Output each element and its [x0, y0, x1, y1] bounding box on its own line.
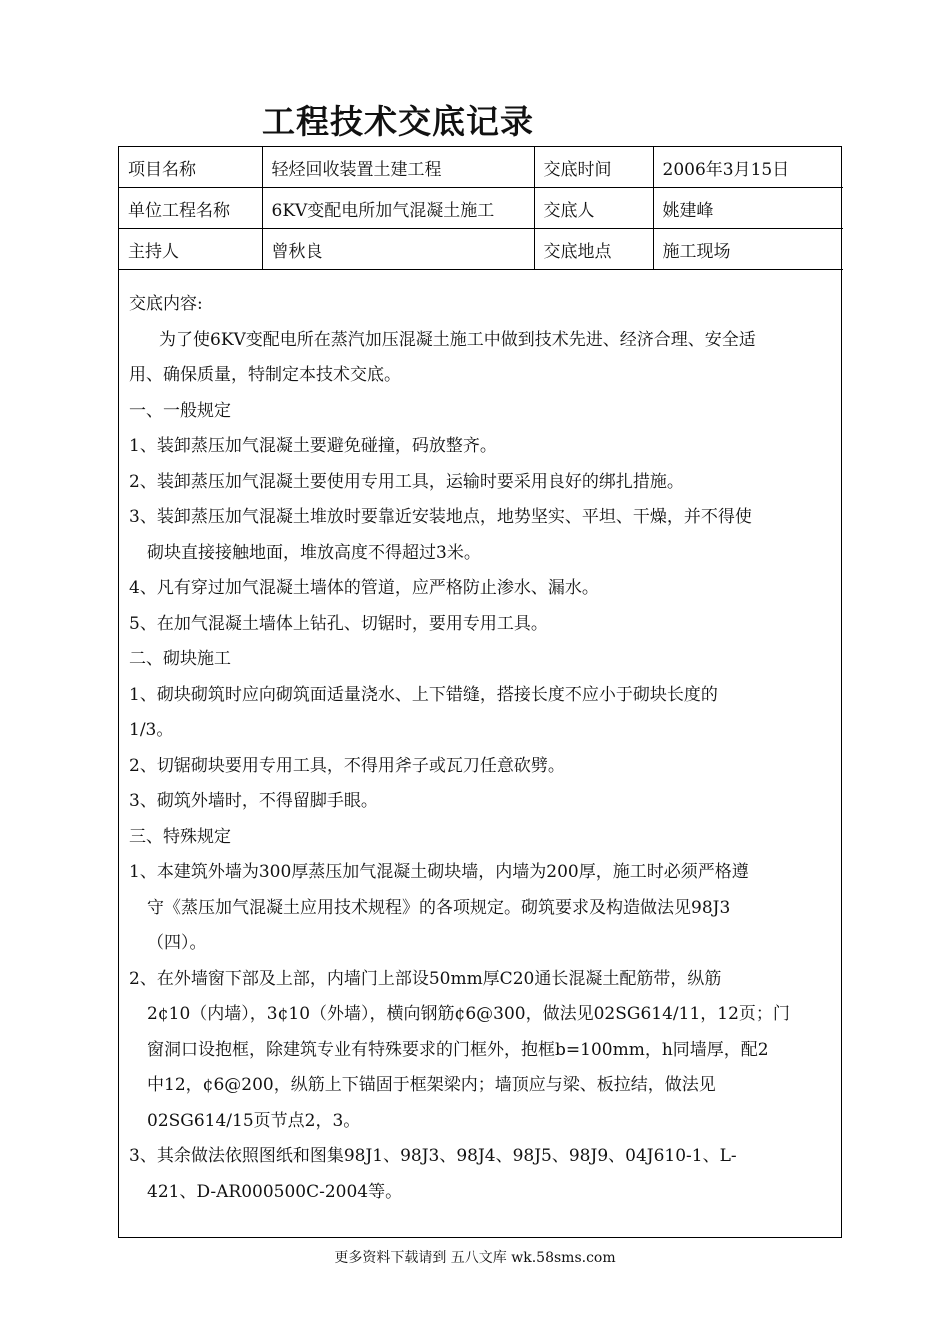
content-line: 2、装卸蒸压加气混凝土要使用专用工具，运输时要采用良好的绑扎措施。 [129, 471, 684, 492]
content-line: 1、砌块砌筑时应向砌筑面适量浇水、上下错缝，搭接长度不应小于砌块长度的 [129, 684, 718, 705]
content-line: （四）。 [147, 933, 207, 953]
content-line: 4、凡有穿过加气混凝土墙体的管道，应严格防止渗水、漏水。 [129, 578, 599, 598]
content-heading: 交底内容: [129, 294, 203, 314]
content-lines [129, 323, 833, 1211]
content-line: 守《蒸压加气混凝土应用技术规程》的各项规定。砌筑要求及构造做法见98J3 [147, 897, 731, 918]
content-line: 中12，¢6@200，纵筋上下锚固于框架梁内；墙顶应与梁、板拉结，做法见 [147, 1075, 716, 1095]
content-line: 2¢10（内墙），3¢10（外墙），横向钢筋¢6@300，做法见02SG614/11，12页；门 [147, 1004, 790, 1024]
content-line: 三、特殊规定 [129, 826, 231, 847]
content-line: 砌块直接接触地面，堆放高度不得超过3米。 [147, 542, 481, 563]
content-line: 用、确保质量，特制定本技术交底。 [129, 365, 401, 385]
content-line: 1/3。 [129, 720, 174, 740]
project-name-value: 轻烃回收装置土建工程 [262, 147, 534, 188]
place-label: 交底地点 [534, 229, 653, 270]
host-label: 主持人 [119, 229, 262, 270]
footer-text: 更多资料下载请到 五八文库 wk.58sms.com [334, 1250, 616, 1266]
date-label: 交底时间 [534, 147, 653, 188]
presenter-label: 交底人 [534, 188, 653, 229]
record-sheet [118, 146, 842, 1238]
presenter-value: 姚建峰 [653, 188, 843, 229]
content-line: 3、其余做法依照图纸和图集98J1、98J3、98J4、98J5、98J9、04J610-1、L- [129, 1146, 737, 1166]
host-value: 曾秋良 [262, 229, 534, 270]
date-value: 2006年3月15日 [653, 147, 843, 188]
content-body [129, 287, 833, 1210]
info-row-project [119, 147, 843, 188]
content-line: 3、装卸蒸压加气混凝土堆放时要靠近安装地点，地势坚实、平坦、干燥，并不得使 [129, 507, 752, 527]
info-row-unit [119, 188, 843, 229]
content-line: 二、砌块施工 [129, 649, 231, 669]
unit-value: 6KV变配电所加气混凝土施工 [262, 188, 534, 229]
info-table [119, 147, 843, 270]
content-line: 1、本建筑外墙为300厚蒸压加气混凝土砌块墙，内墙为200厚，施工时必须严格遵 [129, 862, 749, 882]
content-line: 3、砌筑外墙时，不得留脚手眼。 [129, 791, 378, 811]
project-name-label: 项目名称 [119, 147, 262, 188]
document-title: 工程技术交底记录 [262, 102, 534, 141]
content-line: 5、在加气混凝土墙体上钻孔、切锯时，要用专用工具。 [129, 613, 548, 634]
content-line: 02SG614/15页节点2，3。 [147, 1110, 361, 1131]
info-row-host [119, 229, 843, 270]
content-line: 2、在外墙窗下部及上部，内墙门上部设50mm厚C20通长混凝土配筋带，纵筋 [129, 968, 722, 989]
content-line: 2、切锯砌块要用专用工具，不得用斧子或瓦刀任意砍劈。 [129, 755, 565, 776]
unit-label: 单位工程名称 [119, 188, 262, 229]
place-value: 施工现场 [653, 229, 843, 270]
content-line: 421、D-AR000500C-2004等。 [147, 1181, 403, 1202]
content-line: 1、装卸蒸压加气混凝土要避免碰撞，码放整齐。 [129, 436, 497, 456]
content-line: 一、一般规定 [129, 400, 231, 421]
content-line: 窗洞口设抱框，除建筑专业有特殊要求的门框外，抱框b=100mm，h同墙厚，配2 [147, 1039, 769, 1060]
content-line: 为了使6KV变配电所在蒸汽加压混凝土施工中做到技术先进、经济合理、安全适 [159, 329, 756, 350]
